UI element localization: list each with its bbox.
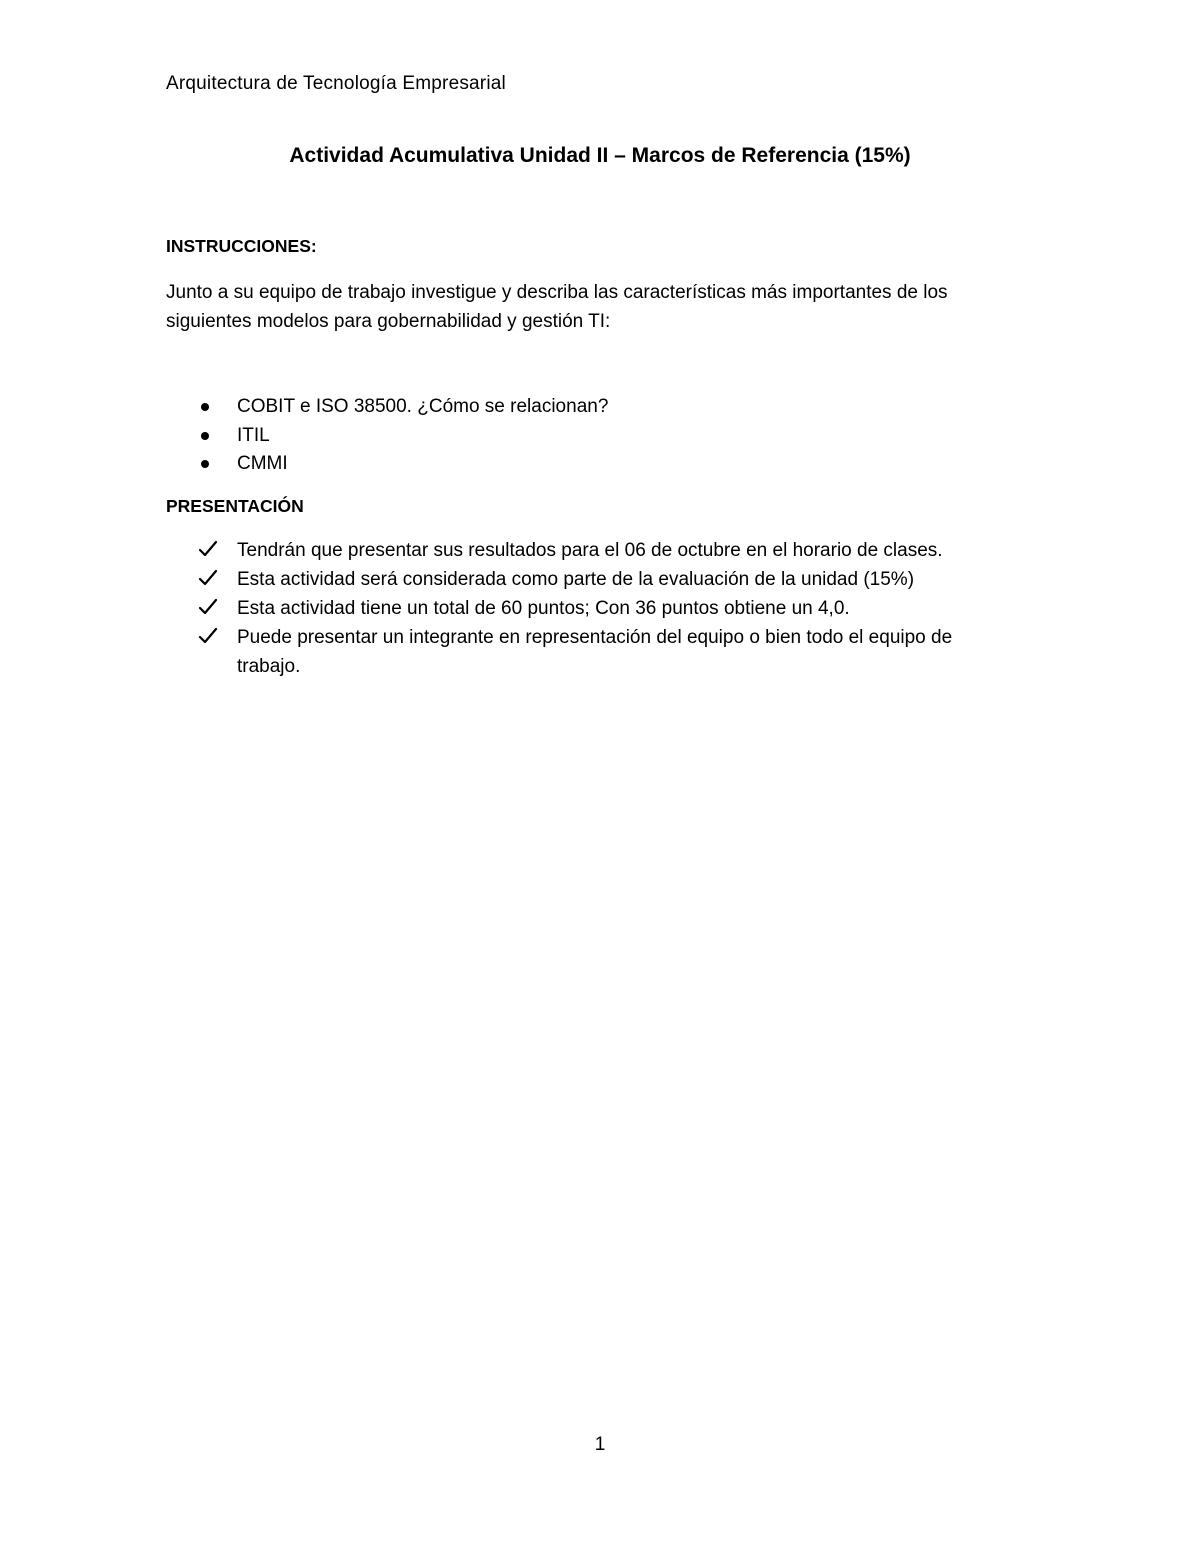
- list-item-text: Esta actividad tiene un total de 60 puntos; Con 36 puntos obtiene un 4,0.: [237, 598, 850, 619]
- list-item: [196, 422, 608, 451]
- list-item-text: ITIL: [237, 424, 270, 446]
- list-item-text: CMMI: [237, 453, 288, 474]
- list-item-text: Tendrán que presentar sus resultados para el 06 de octubre en el horario de clases.: [237, 540, 943, 561]
- bullet-dot-icon: [201, 403, 209, 411]
- checkmark-icon: [198, 597, 218, 617]
- checkmark-icon: [198, 626, 218, 646]
- list-item-text: Puede presentar un integrante en representación del equipo o bien todo el equipo de trabajo.: [237, 627, 953, 677]
- list-item: [196, 565, 996, 594]
- page-number: 1: [594, 1434, 606, 1455]
- bullet-dot-icon: [201, 460, 209, 468]
- list-item-text: COBIT e ISO 38500. ¿Cómo se relacionan?: [237, 396, 609, 417]
- list-item: [196, 393, 608, 422]
- document-header: Arquitectura de Tecnología Empresarial: [166, 73, 506, 94]
- instructions-paragraph: Junto a su equipo de trabajo investigue y describa las características más importantes de los siguientes modelos para gobernabilidad y gestión TI:: [166, 282, 948, 332]
- instructions-heading: INSTRUCCIONES:: [166, 236, 317, 256]
- list-item: [196, 536, 996, 565]
- presentation-list: [196, 536, 996, 681]
- checkmark-icon: [198, 539, 218, 559]
- models-list: [196, 393, 608, 479]
- bullet-dot-icon: [201, 432, 209, 440]
- checkmark-icon: [198, 568, 218, 588]
- list-item-text: Esta actividad será considerada como parte de la evaluación de la unidad (15%): [237, 569, 915, 590]
- list-item: [196, 623, 996, 681]
- list-item: [196, 450, 608, 479]
- document-title: Actividad Acumulativa Unidad II – Marcos de Referencia (15%): [289, 144, 911, 167]
- presentation-heading: PRESENTACIÓN: [166, 496, 304, 516]
- list-item: [196, 594, 996, 623]
